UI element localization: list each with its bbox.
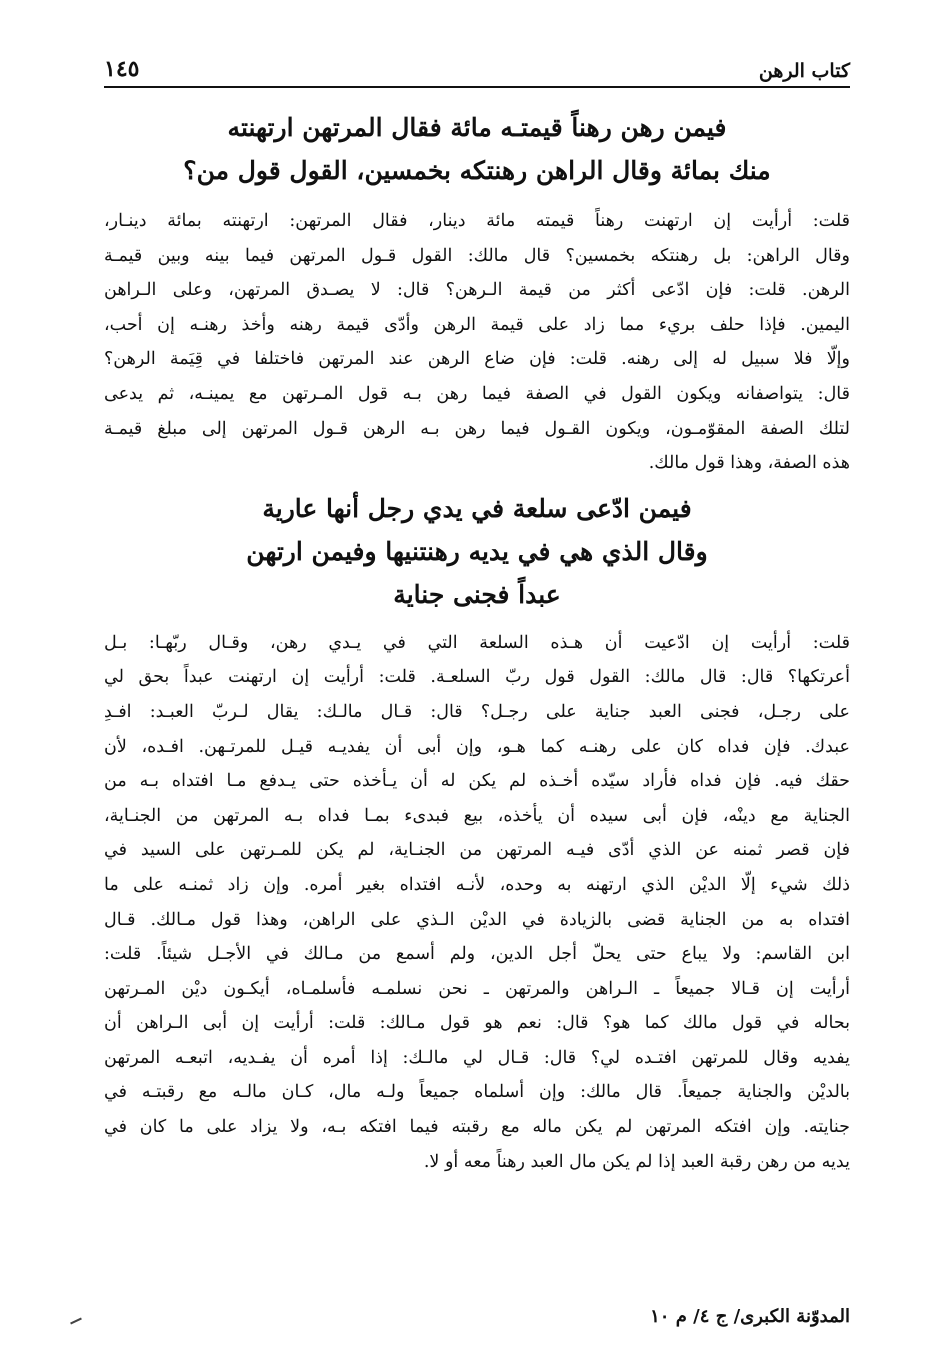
text-line: الجناية مع دينْه، فإن أبى سيده أن يأخذه، بيع فبدىء بمـا فداه بـه المرتهن من الجنـاية، (104, 805, 850, 826)
text-line: قلت: أرأيت إن ارتهنت رهناً قيمته مائة دينار، فقال المرتهن: ارتهنته بمائة دينـار، (104, 211, 850, 231)
page-number: ١٤٥ (104, 56, 140, 82)
text-line: جنايته. وإن افتكه المرتهن لم يكن ماله مع رقبته فيما افتكه بـه، ولا يزاد على ما كان في (104, 1117, 850, 1138)
footer-signature: المدوّنة الكبرى/ ج ٤/ م ١٠ (650, 1306, 850, 1327)
text-line: ذلك شيء إلّا الديْن الذي ارتهنه به وحده، لأنـه افتداه بغير أمره. وإن زاد ثمنـه على ما (104, 874, 850, 895)
margin-mark (70, 1318, 82, 1325)
heading-line: منك بمائة وقال الراهن رهنتكه بخمسين، القول قول من؟ (183, 156, 771, 185)
text-line: وقال الراهن: بل رهنتكه بخمسين؟ قال مالك: القول قـول المرتهن فيما بينه وبين قيمـة (104, 245, 850, 266)
section-heading-ariya (104, 487, 850, 616)
paragraph-ariya (104, 626, 850, 1180)
text-line: لتلك الصفة المقوّمـون، ويكون القـول فيما رهن بـه الرهن قـول المرتهن إلى مبلغ قيمـة (104, 418, 850, 439)
text-line: اليمين. فإذا حلف بريء مما زاد على قيمة الرهن وأدّى قيمة رهنه وأخذ رهنـه إن أحب، (104, 314, 850, 335)
text-line: يديه من رهن رقبة العبد إذا لم يكن مال العبد رهناً معه أو لا. (423, 1151, 850, 1172)
heading-line: فيمن ادّعى سلعة في يدي رجل أنها عارية (262, 493, 692, 523)
text-line: عبدك. فإن فداه كان على رهنـه كما هـو، وإن أبى أن يفديـه قيـل للمرتـهن. افـده، لأن (104, 736, 850, 757)
text-line: فإن قصر ثمنه عن الذي أدّى فيـه المرتهن من الجنـاية، لم يكن للمـرتهن على السيد في (104, 840, 850, 861)
text-line: أعرتكها؟ قال: قال مالك: القول قول ربّ السلعـة. قلت: أرأيت إن ارتهنت عبداً بحق لي (104, 667, 850, 688)
heading-line: فيمن رهن رهناً قيمتـه مائة فقال المرتهن ارتهنته (227, 113, 727, 142)
running-title: كتاب الرهن (758, 60, 850, 82)
text-line: أرأيت إن قـالا جميعاً ـ الـراهن والمرتهن ـ نحن نسلمـه فأسلمـاه، أيكـون ديْن المـرتهن (104, 978, 850, 999)
text-line: وإلّا فلا سبيل له إلى رهنه. قلت: فإن ضاع الرهن عند المرتهن فاختلفا في قِيَمة الرهن؟ (104, 349, 850, 370)
text-line: على رجـل، فجنى العبد جناية على رجـل؟ قال: قـال مالـك: يقال لـربّ العبـد: افـدِ (104, 701, 850, 722)
page-content (104, 106, 850, 1179)
page-header (104, 52, 850, 88)
heading-line: عبداً فجنى جناية (393, 579, 561, 609)
text-line: حقك فيه. فإن فداه فأراد سيّده أخـذه لم يكن له أن يـأخذه حتى يـدفع مـا افتداه بـه من (104, 771, 850, 792)
heading-line: وقال الذي هي في يديه رهنتنيها وفيمن ارتهن (246, 536, 708, 566)
text-line: ابن القاسم: ولا يباع حتى يحلّ أجل الدين، ولم أسمع من مـالك في الأجـل شيئاً. قلت: (104, 944, 850, 965)
text-line: قلت: أرأيت إن ادّعيت أن هـذه السلعة التي في يـدي رهن، وقـال ربّهـا: بـل (104, 632, 850, 653)
section-heading-rahn-value (104, 106, 850, 192)
text-line: يفديه وقال للمرتهن افتـده لي؟ قال: قـال لي مالـك: إذا أمره أن يفـديه، اتبعـه المرتهن (104, 1047, 850, 1068)
text-line: بالديْن والجناية جميعاً. قال مالك: وإن أسلماه جميعاً ولـه مال، كـان مالـه مع رقبتـه في (104, 1082, 850, 1103)
paragraph-rahn-value (104, 204, 850, 481)
text-line: قال: يتواصفانه ويكون القول في الصفة فيما رهن بـه قول المـرتهن مع يمينـه، ثم يدعى (104, 383, 850, 404)
text-line: الرهن. قلت: فإن ادّعى أكثر من قيمة الـرهن؟ قال: لا يصـدق المرتهن، وعلى الـراهن (104, 280, 850, 301)
text-line: بحاله في قول مالك كما هو؟ قال: نعم هو قول مـالك: قلت: أرأيت إن أبى الـراهن أن (104, 1013, 850, 1034)
text-line: افتداه به من الجناية قضى بالزيادة في الديْن الـذي على الراهن، وهذا قول مـالك. قـال (104, 909, 850, 930)
text-line: هذه الصفة، وهذا قول مالك. (648, 453, 850, 474)
